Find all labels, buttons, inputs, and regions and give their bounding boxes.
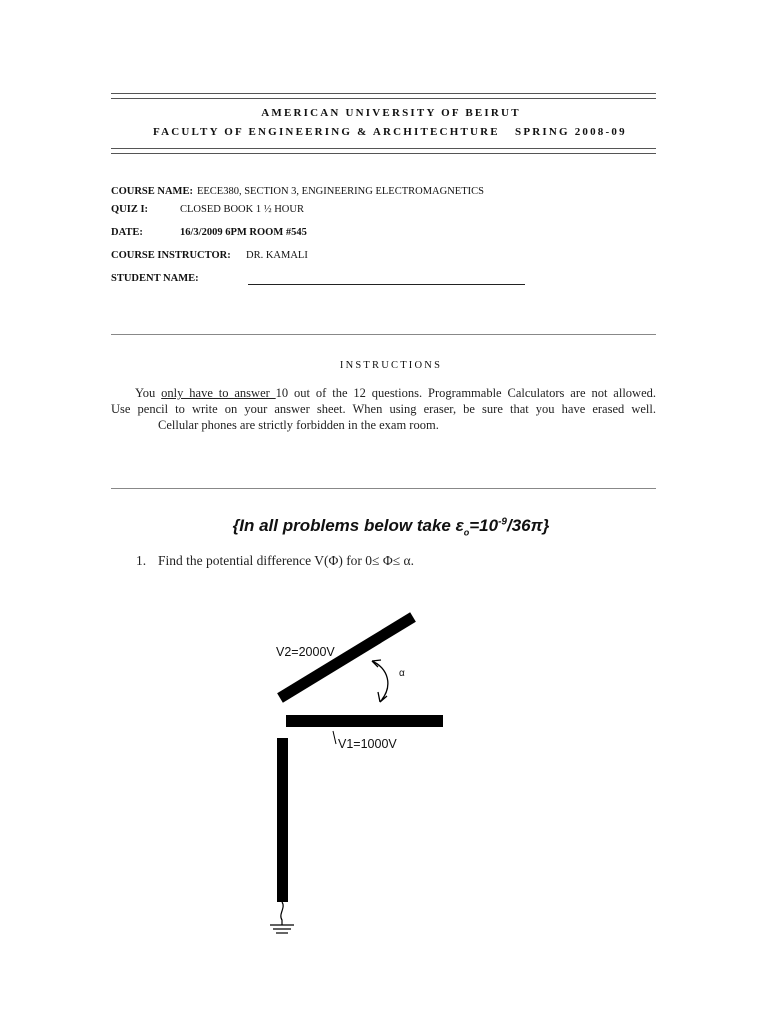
- instructions-line-1-prefix: You: [135, 386, 162, 400]
- instructor-label: COURSE INSTRUCTOR:: [111, 250, 231, 261]
- ground-wire: [281, 902, 283, 925]
- term: SPRING 2008-09: [515, 126, 627, 138]
- epsilon-subscript: o: [463, 527, 470, 538]
- instructions-line-3: Cellular phones are strictly forbidden in the exam room.: [158, 418, 439, 432]
- instructions-line-1-suffix: 10 out of the 12 questions. Programmable Calculators are not allowed.: [275, 386, 656, 400]
- question-1-text: Find the potential difference V(Φ) for 0≤ Φ≤ α.: [158, 553, 414, 568]
- instructor-value: DR. KAMALI: [246, 250, 308, 261]
- v1-plate: [286, 715, 443, 727]
- instructions-underlined: only have to answer: [161, 386, 276, 400]
- course-name-value: EECE380, SECTION 3, ENGINEERING ELECTROMAGNETICS: [196, 186, 484, 197]
- quiz-label: QUIZ I:: [111, 204, 149, 215]
- course-name-label: COURSE NAME:: [111, 186, 193, 197]
- angle-arc: [372, 661, 388, 702]
- constants-exponent: -9: [498, 516, 507, 528]
- constants-divisor: /36: [506, 516, 531, 535]
- instructions-title: INSTRUCTIONS: [339, 360, 443, 371]
- ground-symbol-icon: [270, 925, 294, 933]
- epsilon-symbol: ε: [455, 516, 464, 535]
- constants-equals: =10: [469, 516, 499, 535]
- constants-suffix: }: [542, 516, 550, 535]
- pi-symbol: π: [530, 516, 543, 535]
- v1-leader-line: [333, 731, 336, 744]
- v1-label: V1=1000V: [338, 737, 397, 751]
- faculty-name: FACULTY OF ENGINEERING & ARCHITECHTURE: [153, 126, 500, 138]
- v2-label: V2=2000V: [276, 645, 335, 659]
- constants-prefix: {In all problems below take: [232, 516, 456, 535]
- instructions-line-2: Use pencil to write on your answer sheet. When using eraser, be sure that you have erased well.: [111, 402, 656, 416]
- date-value: 16/3/2009 6PM ROOM #545: [180, 227, 307, 238]
- ground-plate: [277, 738, 288, 902]
- date-label: DATE:: [111, 227, 143, 238]
- quiz-value: CLOSED BOOK 1 ½ HOUR: [180, 204, 304, 215]
- student-name-label: STUDENT NAME:: [111, 273, 199, 284]
- question-1-number: 1.: [136, 553, 147, 568]
- angle-label: α: [399, 668, 405, 679]
- university-name: AMERICAN UNIVERSITY OF BEIRUT: [261, 107, 521, 119]
